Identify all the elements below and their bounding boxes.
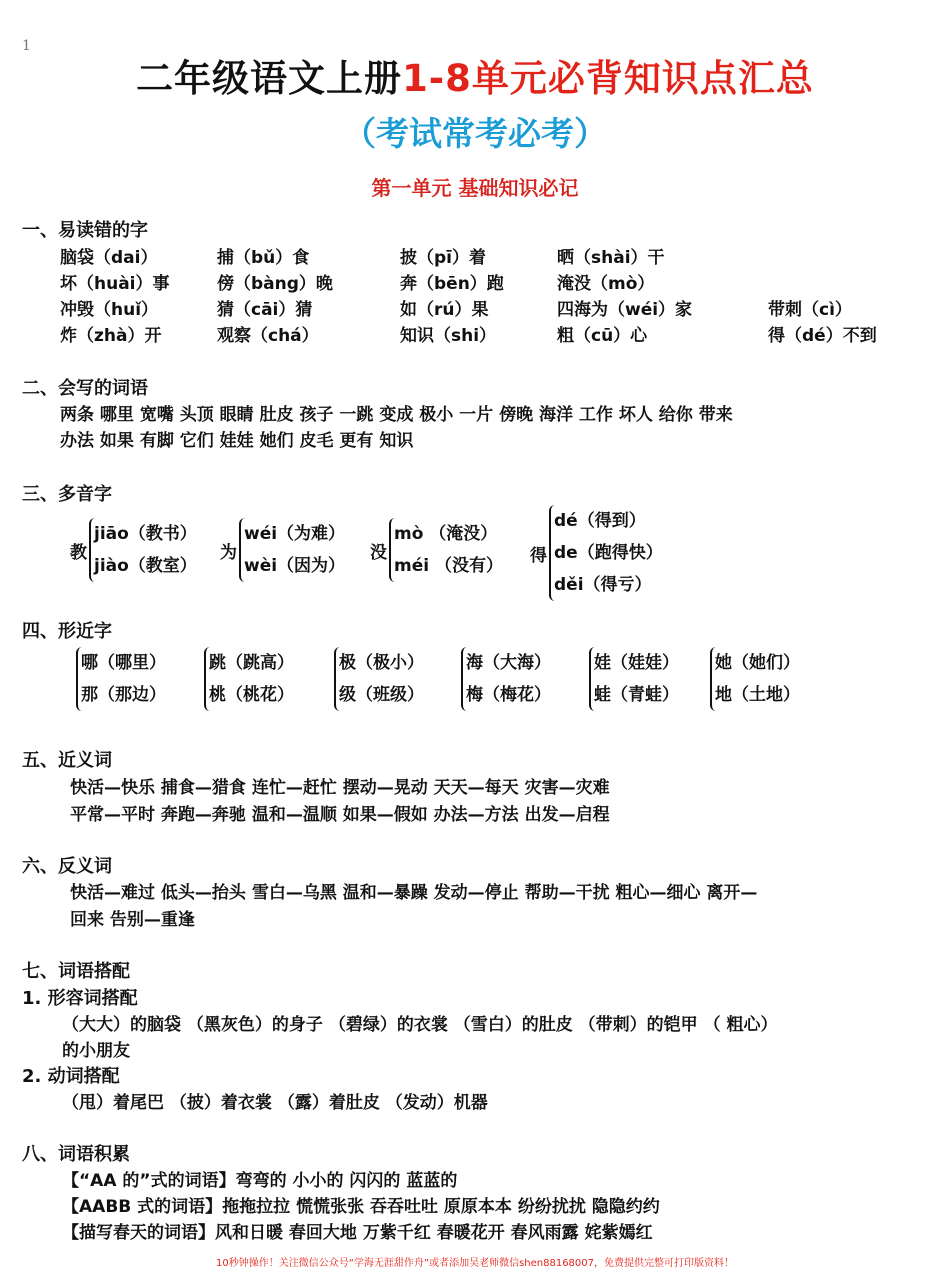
unit-title: 第一单元 基础知识必记 — [371, 176, 579, 200]
misread-char-item: 冲毁（huǐ） — [60, 300, 159, 320]
polyphone-reading: jiāo（教书） — [94, 524, 197, 544]
misread-char-item: 猜（cāi）猜 — [217, 300, 313, 320]
polyphone-reading: dé（得到） — [554, 511, 646, 531]
page-subtitle: （考试常考必考） — [343, 114, 607, 153]
section-7-sub-1-line-2: 的小朋友 — [62, 1041, 130, 1061]
polyphone-reading: jiào（教室） — [94, 556, 197, 576]
polyphone-reading: děi（得亏） — [554, 575, 652, 595]
misread-char-item: 傍（bàng）晚 — [217, 274, 333, 294]
similar-char: 那（那边） — [81, 685, 166, 705]
section-1-title: 一、易读错的字 — [22, 220, 148, 241]
similar-char: 跳（跳高） — [209, 653, 294, 673]
page-number: 1 — [22, 38, 31, 54]
footer-note: 10秒钟操作！关注微信公众号“学海无涯甜作舟”或者添加吴老师微信shen88168007，免费提供完整可打印版资料！ — [215, 1258, 735, 1269]
similar-char: 地（土地） — [715, 685, 800, 705]
polyphone-group — [530, 505, 663, 601]
similar-char-pair — [589, 647, 679, 711]
misread-char-item: 观察（chá） — [217, 326, 319, 346]
section-8-line-2: 【AABB 式的词语】拖拖拉拉 慌慌张张 吞吞吐吐 原原本本 纷纷扰扰 隐隐约约 — [62, 1197, 660, 1217]
similar-char-pair — [334, 647, 424, 711]
polyphone-reading: wéi（为难） — [244, 524, 346, 544]
misread-char-item: 粗（cū）心 — [557, 326, 648, 346]
section-7-sub-2-line-1: （甩）着尾巴 （披）着衣裳 （露）着肚皮 （发动）机器 — [62, 1093, 488, 1113]
page-title — [0, 48, 950, 102]
section-7-sub-1-title: 1. 形容词搭配 — [22, 988, 138, 1009]
similar-char: 娃（娃娃） — [594, 653, 679, 673]
polyphone-char: 得 — [530, 545, 547, 566]
similar-char: 蛙（青蛙） — [594, 685, 679, 705]
misread-char-item: 捕（bǔ）食 — [217, 248, 310, 268]
misread-char-item: 得（dé）不到 — [768, 326, 877, 346]
title-red-part: 1-8单元必背知识点汇总 — [402, 57, 814, 100]
section-3-title: 三、多音字 — [22, 484, 112, 505]
polyphone-reading: de（跑得快） — [554, 543, 663, 563]
section-2-title: 二、会写的词语 — [22, 378, 148, 399]
section-7-sub-1-line-1: （大大）的脑袋 （黑灰色）的身子 （碧绿）的衣裳 （雪白）的肚皮 （带刺）的铠甲 （ 粗心） — [62, 1015, 778, 1035]
similar-char: 极（极小） — [339, 653, 424, 673]
similar-char-pair — [461, 647, 551, 711]
similar-char: 梅（梅花） — [466, 685, 551, 705]
section-8-title: 八、词语积累 — [22, 1144, 130, 1165]
polyphone-reading: wèi（因为） — [244, 556, 346, 576]
polyphone-brace — [89, 518, 197, 582]
similar-char-pair — [710, 647, 800, 711]
section-6-title: 六、反义词 — [22, 856, 112, 877]
misread-char-item: 炸（zhà）开 — [60, 326, 162, 346]
polyphone-group — [70, 518, 197, 582]
misread-char-item: 四海为（wéi）家 — [557, 300, 693, 320]
polyphone-group — [220, 518, 345, 582]
section-7-sub-2-title: 2. 动词搭配 — [22, 1066, 120, 1087]
title-black-part: 二年级语文上册 — [136, 57, 403, 100]
misread-char-item: 晒（shài）干 — [557, 248, 665, 268]
similar-char: 哪（哪里） — [81, 653, 166, 673]
section-5-line-1: 快活—快乐 捕食—猎食 连忙—赶忙 摆动—晃动 天天—每天 灾害—灾难 — [70, 778, 610, 798]
polyphone-brace — [239, 518, 345, 582]
polyphone-reading: méi （没有） — [394, 556, 503, 576]
section-6-line-1: 快活—难过 低头—抬头 雪白—乌黑 温和—暴躁 发动—停止 帮助—干扰 粗心—细心 离开— — [70, 883, 758, 903]
polyphone-group — [370, 518, 503, 582]
misread-char-item: 如（rú）果 — [400, 300, 489, 320]
misread-char-item: 脑袋（dai） — [60, 248, 158, 268]
section-5-line-2: 平常—平时 奔跑—奔驰 温和—温顺 如果—假如 办法—方法 出发—启程 — [70, 805, 610, 825]
misread-char-item: 奔（bēn）跑 — [400, 274, 504, 294]
similar-char: 海（大海） — [466, 653, 551, 673]
section-8-line-3: 【描写春天的词语】风和日暖 春回大地 万紫千红 春暖花开 春风雨露 姹紫嫣红 — [62, 1223, 653, 1243]
misread-char-item: 知识（shi） — [400, 326, 497, 346]
polyphone-brace — [549, 505, 663, 601]
polyphone-reading: mò （淹没） — [394, 524, 498, 544]
section-7-title: 七、词语搭配 — [22, 961, 130, 982]
section-6-line-2: 回来 告别—重逢 — [70, 910, 195, 930]
similar-char-pair — [76, 647, 166, 711]
misread-char-item: 带刺（cì） — [768, 300, 852, 320]
section-2-line-1: 两条 哪里 宽嘴 头顶 眼睛 肚皮 孩子 一跳 变成 极小 一片 傍晚 海洋 工作 坏人 给你 带来 — [60, 405, 733, 425]
section-8-line-1: 【“AA 的”式的词语】弯弯的 小小的 闪闪的 蓝蓝的 — [62, 1171, 458, 1191]
section-5-title: 五、近义词 — [22, 750, 112, 771]
similar-char: 级（班级） — [339, 685, 424, 705]
misread-char-item: 坏（huài）事 — [60, 274, 170, 294]
misread-char-item: 淹没（mò） — [557, 274, 655, 294]
similar-char-pair — [204, 647, 294, 711]
similar-char: 桃（桃花） — [209, 685, 294, 705]
polyphone-char: 教 — [70, 542, 87, 563]
similar-char: 她（她们） — [715, 653, 800, 673]
polyphone-char: 没 — [370, 542, 387, 563]
section-2-line-2: 办法 如果 有脚 它们 娃娃 她们 皮毛 更有 知识 — [60, 431, 414, 451]
polyphone-char: 为 — [220, 542, 237, 563]
polyphone-brace — [389, 518, 503, 582]
section-4-title: 四、形近字 — [22, 621, 112, 642]
misread-char-item: 披（pī）着 — [400, 248, 486, 268]
